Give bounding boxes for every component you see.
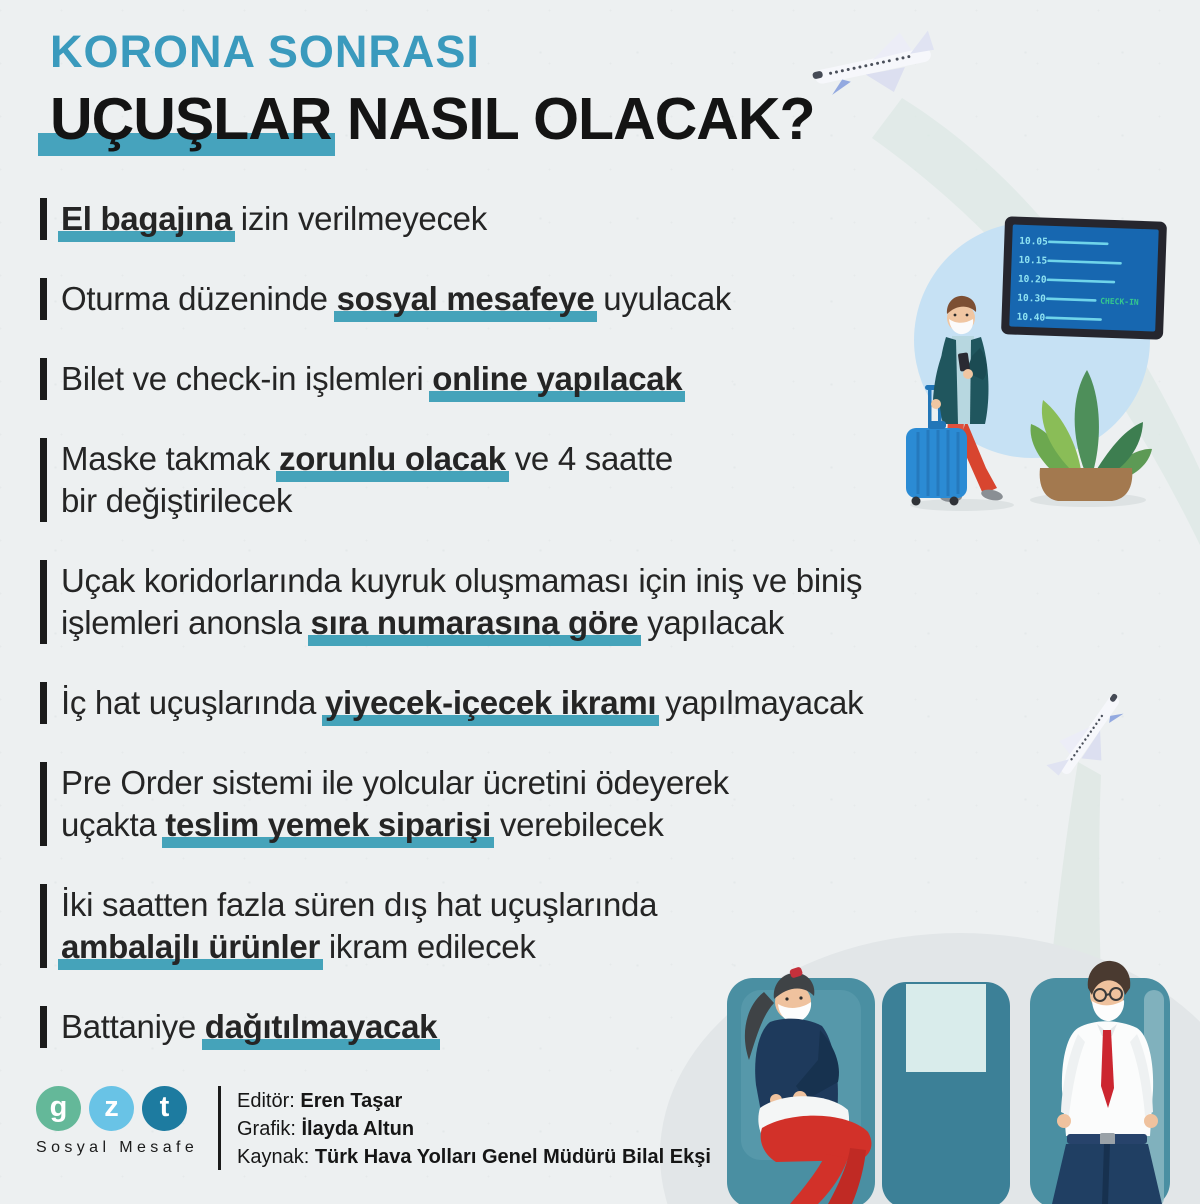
logo-letter-t: t [142, 1086, 187, 1131]
title-highlight: UÇUŞLAR [50, 86, 332, 152]
credit-line [237, 1087, 711, 1115]
item-text: verebilecek [491, 806, 664, 843]
footer [36, 1086, 711, 1171]
item-line [61, 278, 1110, 320]
board-time: 10.15 [1018, 254, 1048, 267]
rules-list [40, 198, 1110, 1086]
board-time: 10.40 [1016, 311, 1046, 324]
item-text: Oturma düzeninde [61, 280, 337, 317]
page-title [50, 86, 815, 152]
header [50, 24, 815, 152]
item-highlight: online yapılacak [432, 360, 683, 397]
list-item [40, 682, 1110, 724]
title-rest: NASIL OLACAK? [331, 86, 815, 152]
credits [237, 1086, 711, 1171]
credit-value: İlayda Altun [301, 1118, 415, 1140]
list-item [40, 560, 1110, 644]
credit-value: Eren Taşar [300, 1090, 403, 1112]
credit-label: Editör: [237, 1090, 295, 1112]
item-text: uçakta [61, 806, 166, 843]
item-line [61, 358, 1110, 400]
list-item [40, 438, 1110, 522]
list-item [40, 884, 1110, 968]
item-text: Uçak koridorlarında kuyruk oluşmaması için iniş ve biniş [61, 562, 863, 599]
item-text: İki saatten fazla süren dış hat uçuşlarında [61, 886, 658, 923]
airplane-icon [808, 26, 941, 108]
item-highlight: sosyal mesafeye [336, 280, 595, 317]
item-line [61, 804, 1110, 846]
item-text: ikram edilecek [319, 928, 536, 965]
credit-line [237, 1115, 711, 1143]
board-time: 10.05 [1019, 235, 1049, 248]
item-line [61, 438, 1110, 480]
item-text: izin verilmeyecek [231, 200, 487, 237]
list-item [40, 1006, 1110, 1048]
gzt-logo [36, 1086, 208, 1157]
item-text: İç hat uçuşlarında [61, 684, 325, 721]
logo-letter-g: g [36, 1086, 81, 1131]
item-highlight: teslim yemek siparişi [165, 806, 492, 843]
item-text: ve 4 saatte [505, 440, 673, 477]
item-highlight: El bagajına [61, 200, 232, 237]
item-text: uyulacak [594, 280, 732, 317]
item-highlight: yiyecek-içecek ikramı [324, 684, 657, 721]
list-item [40, 762, 1110, 846]
board-checkin-label: CHECK-IN [1100, 296, 1139, 307]
item-line [61, 926, 1110, 968]
item-line [61, 682, 1110, 724]
item-text: Maske takmak [61, 440, 279, 477]
board-time: 10.20 [1017, 273, 1047, 286]
item-line [61, 480, 1110, 522]
credit-label: Kaynak: [237, 1146, 310, 1168]
list-item [40, 358, 1110, 400]
item-line [61, 602, 1110, 644]
item-line [61, 198, 1110, 240]
credit-label: Grafik: [237, 1118, 296, 1140]
item-text: işlemleri anonsla [61, 604, 311, 641]
item-highlight: ambalajlı ürünler [61, 928, 320, 965]
item-text: bir değiştirilecek [61, 482, 293, 519]
credit-line [237, 1143, 711, 1171]
item-text: yapılacak [638, 604, 784, 641]
credit-value: Türk Hava Yolları Genel Müdürü Bilal Ekşi [314, 1146, 711, 1168]
footer-divider [218, 1086, 221, 1170]
item-highlight: zorunlu olacak [279, 440, 506, 477]
item-line [61, 560, 1110, 602]
item-line [61, 884, 1110, 926]
item-text: Pre Order sistemi ile yolcular ücretini ödeyerek [61, 764, 729, 801]
board-time: 10.30 [1017, 292, 1047, 305]
item-highlight: dağıtılmayacak [204, 1008, 438, 1045]
item-line [61, 1006, 1110, 1048]
item-text: Bilet ve check-in işlemleri [61, 360, 433, 397]
item-highlight: sıra numarasına göre [310, 604, 639, 641]
logo-caption: Sosyal Mesafe [36, 1139, 199, 1156]
item-text: yapılmayacak [656, 684, 864, 721]
item-line [61, 762, 1110, 804]
logo-letter-z: z [89, 1086, 134, 1131]
list-item [40, 278, 1110, 320]
page-kicker: KORONA SONRASI [50, 26, 480, 77]
list-item [40, 198, 1110, 240]
item-text: Battaniye [61, 1008, 205, 1045]
logo-circles [36, 1086, 208, 1131]
